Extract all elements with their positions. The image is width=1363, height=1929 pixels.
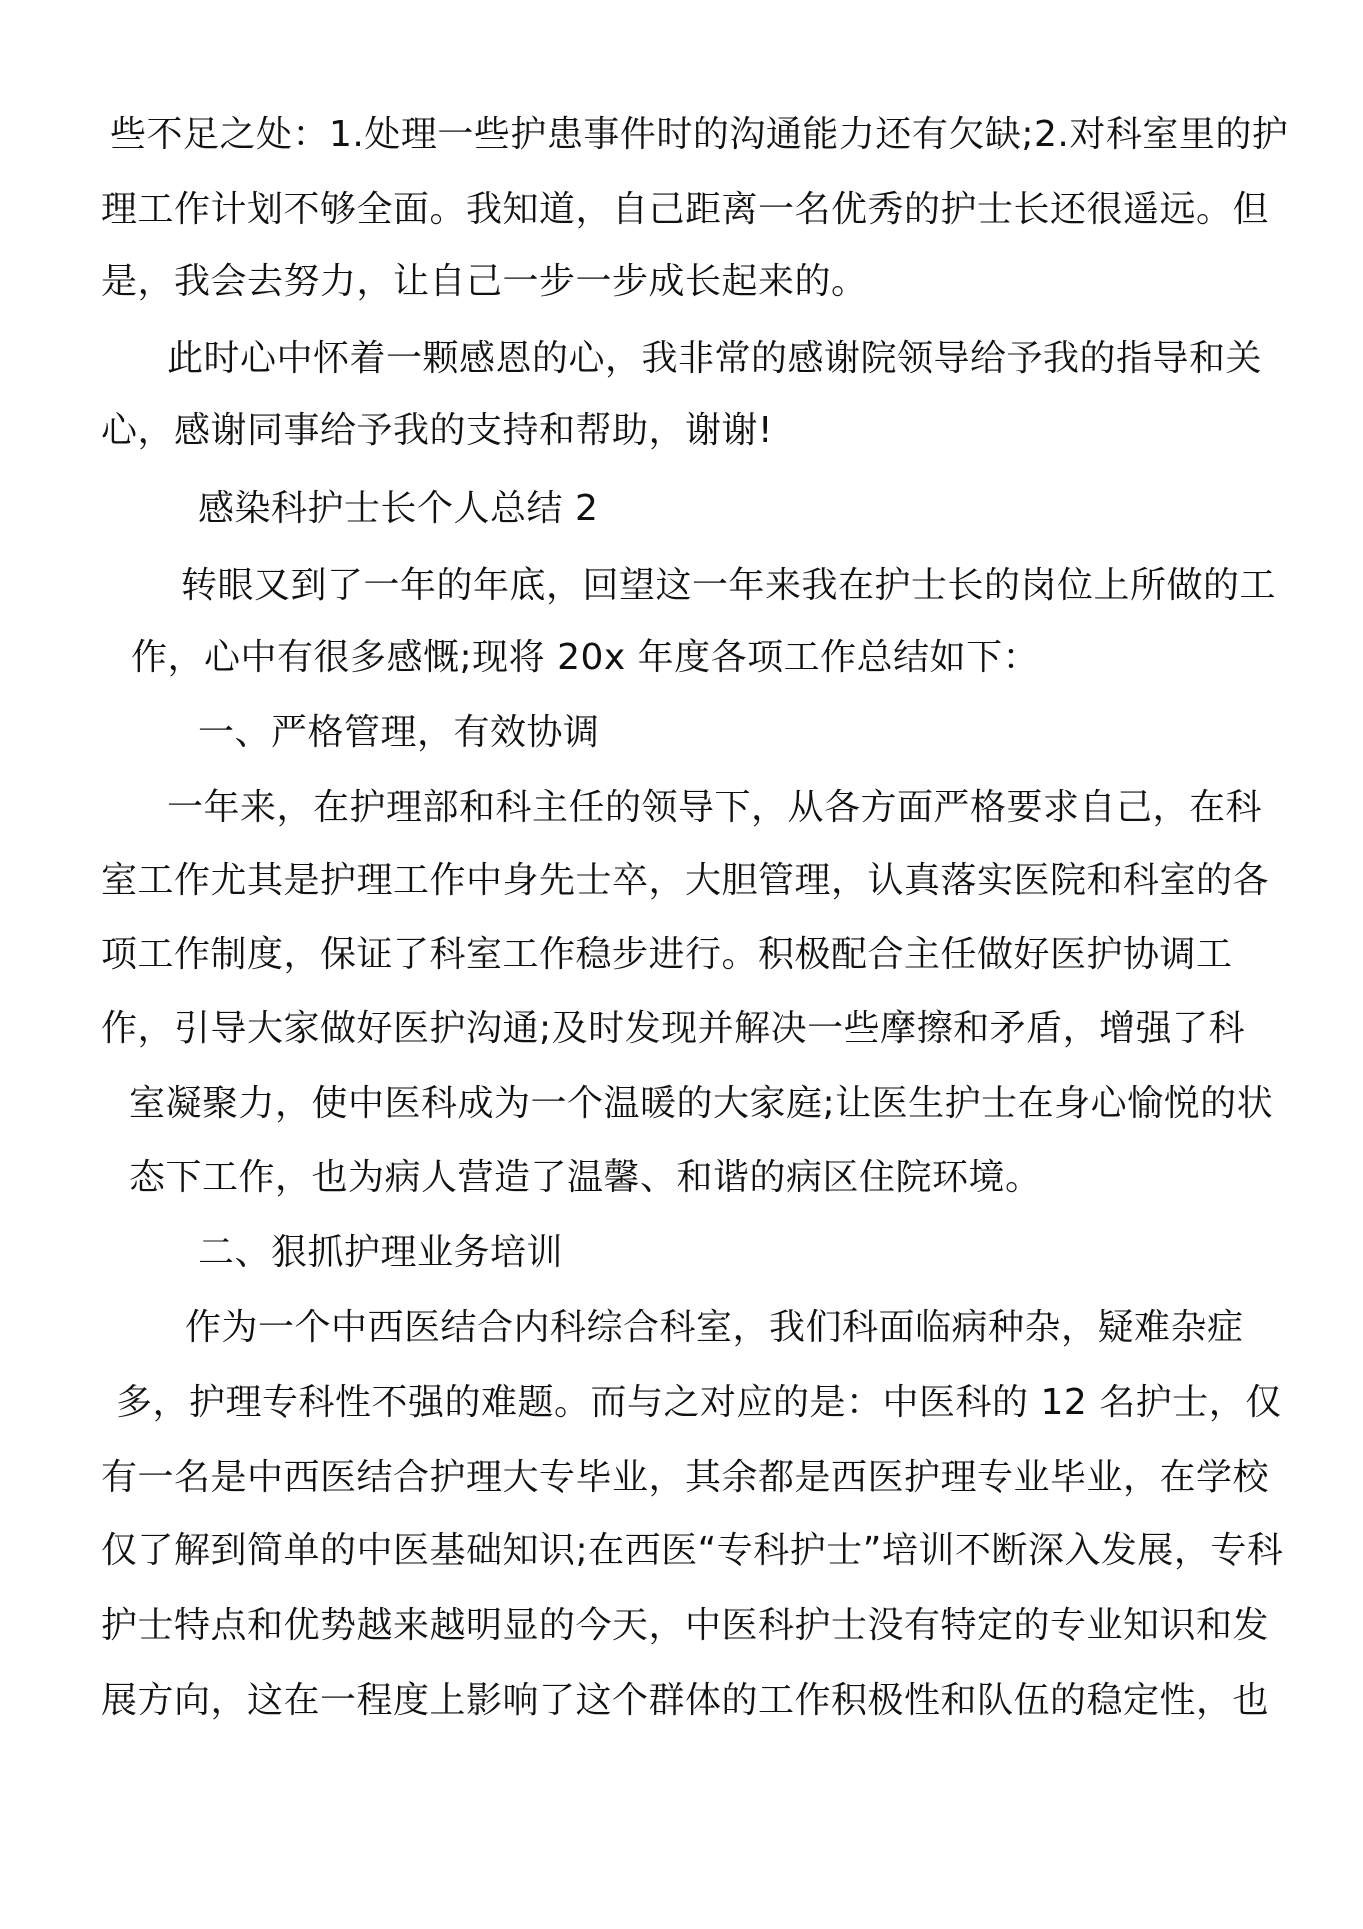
- subsection-heading: 二、狠抓护理业务培训: [198, 1232, 564, 1273]
- paragraph-line: 护士特点和优势越来越明显的今天，中医科护士没有特定的专业知识和发: [101, 1605, 1270, 1646]
- paragraph-line: 仅了解到简单的中医基础知识;在西医“专科护士”培训不断深入发展，专科: [101, 1530, 1284, 1571]
- paragraph-line: 室凝聚力，使中医科成为一个温暖的大家庭;让医生护士在身心愉悦的状: [129, 1083, 1274, 1124]
- paragraph-line: 项工作制度，保证了科室工作稳步进行。积极配合主任做好医护协调工: [101, 934, 1233, 975]
- subsection-heading: 一、严格管理，有效协调: [198, 712, 600, 753]
- paragraph-line: 作，心中有很多感慨;现将 20x 年度各项工作总结如下：: [131, 637, 1040, 678]
- paragraph-line: 此时心中怀着一颗感恩的心，我非常的感谢院领导给予我的指导和关: [167, 338, 1263, 379]
- paragraph-line: 展方向，这在一程度上影响了这个群体的工作积极性和队伍的稳定性，也: [101, 1680, 1270, 1721]
- paragraph-line: 有一名是中西医结合护理大专毕业，其余都是西医护理专业毕业，在学校: [101, 1457, 1270, 1498]
- paragraph-line: 室工作尤其是护理工作中身先士卒，大胆管理，认真落实医院和科室的各: [101, 860, 1270, 901]
- paragraph-line: 些不足之处：1.处理一些护患事件时的沟通能力还有欠缺;2.对科室里的护: [110, 114, 1289, 155]
- paragraph-line: 理工作计划不够全面。我知道，自己距离一名优秀的护士长还很遥远。但: [101, 189, 1270, 230]
- paragraph-line: 转眼又到了一年的年底，回望这一年来我在护士长的岗位上所做的工: [181, 565, 1277, 606]
- section-heading: 感染科护士长个人总结 2: [198, 488, 599, 529]
- paragraph-line: 是，我会去努力，让自己一步一步成长起来的。: [101, 261, 868, 302]
- paragraph-line: 作，引导大家做好医护沟通;及时发现并解决一些摩擦和矛盾，增强了科: [101, 1008, 1246, 1049]
- paragraph-line: 作为一个中西医结合内科综合科室，我们科面临病种杂，疑难杂症: [185, 1307, 1244, 1348]
- paragraph-line: 心，感谢同事给予我的支持和帮助，谢谢!: [101, 410, 773, 451]
- paragraph-line: 态下工作，也为病人营造了温馨、和谐的病区住院环境。: [129, 1157, 1042, 1198]
- paragraph-line: 多，护理专科性不强的难题。而与之对应的是：中医科的 12 名护士，仅: [116, 1382, 1282, 1423]
- paragraph-line: 一年来，在护理部和科主任的领导下，从各方面严格要求自己，在科: [167, 787, 1263, 828]
